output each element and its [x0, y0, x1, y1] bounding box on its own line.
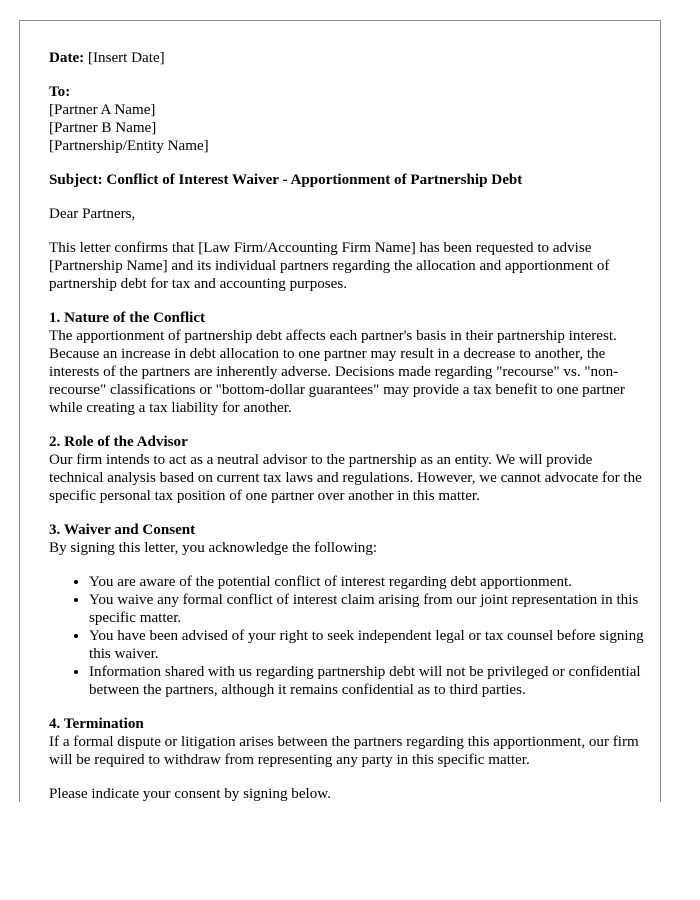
recipient-line: [Partnership/Entity Name]	[49, 138, 209, 154]
date-value: [Insert Date]	[87, 50, 165, 66]
letter-page	[19, 20, 661, 802]
section-waiver-and-consent	[49, 521, 649, 699]
recipient-line: [Partner B Name]	[49, 120, 157, 136]
section-nature-of-conflict	[49, 309, 649, 417]
date-label: Date:	[49, 50, 85, 66]
section-role-of-advisor	[49, 433, 649, 505]
salutation: Dear Partners,	[49, 206, 136, 222]
recipient-line: [Partner A Name]	[49, 102, 156, 118]
list-item: • You waive any formal conflict of interest claim arising from our joint representation in this specific matter.	[89, 591, 649, 627]
section-body: The apportionment of partnership debt affects each partner's basis in their partnership interest. Because an increase in debt allocation to one partner may result in a decrease to another, the interests of the partners are inherently adverse. Decisions made regarding "recourse" vs. "non-recourse" classifications or "bottom-dollar guarantees" may provide a tax benefit to one partner while creating a tax liability for another.	[49, 328, 625, 416]
section-heading: 3. Waiver and Consent	[49, 522, 196, 538]
closing-line: Please indicate your consent by signing below.	[49, 786, 331, 802]
list-item: • You have been advised of your right to seek independent legal or tax counsel before signing this waiver.	[89, 627, 649, 663]
recipient-label: To:	[49, 84, 71, 100]
subject-line: Subject: Conflict of Interest Waiver - Apportionment of Partnership Debt	[49, 172, 523, 188]
list-item: • Information shared with us regarding partnership debt will not be privileged or confidential between the partners, although it remains confidential as to third parties.	[89, 663, 649, 699]
section-termination	[49, 715, 649, 769]
acknowledgement-list	[49, 573, 649, 699]
section-heading: 2. Role of the Advisor	[49, 434, 188, 450]
section-heading: 1. Nature of the Conflict	[49, 310, 206, 326]
date-line	[49, 49, 649, 67]
section-body: If a formal dispute or litigation arises between the partners regarding this apportionment, our firm will be required to withdraw from representing any party in this specific matter.	[49, 734, 639, 768]
letter-content	[49, 49, 649, 802]
section-body: By signing this letter, you acknowledge the following:	[49, 540, 378, 556]
section-body: Our firm intends to act as a neutral advisor to the partnership as an entity. We will provide technical analysis based on current tax laws and regulations. However, we cannot advocate for the specific personal tax position of one partner over another in this matter.	[49, 452, 642, 504]
recipient-block	[49, 83, 649, 155]
section-heading: 4. Termination	[49, 716, 144, 732]
list-item: • You are aware of the potential conflict of interest regarding debt apportionment.	[89, 573, 649, 591]
intro-paragraph: This letter confirms that [Law Firm/Accounting Firm Name] has been requested to advise [Partnership Name] and its individual partners regarding the allocation and apportionment of partnership debt for tax and accounting purposes.	[49, 240, 610, 292]
